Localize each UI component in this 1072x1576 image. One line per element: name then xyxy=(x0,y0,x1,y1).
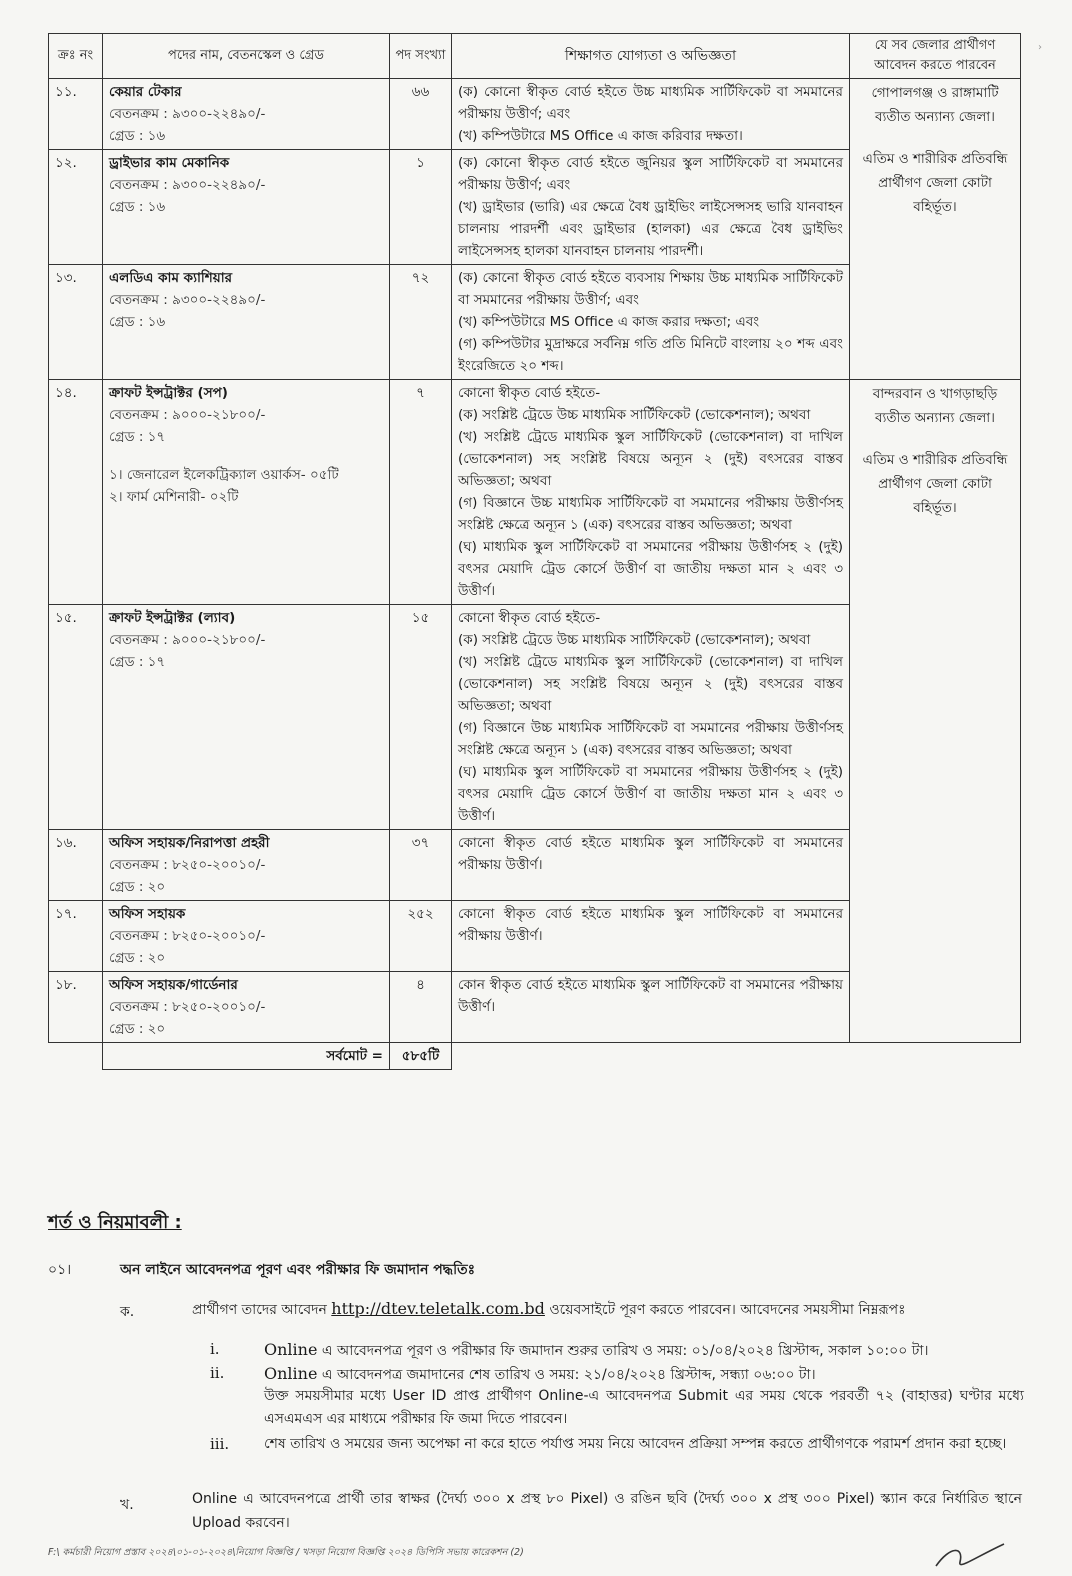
grade: গ্রেড : ২০ xyxy=(109,879,166,895)
item-ii-en: Online xyxy=(264,1364,318,1383)
ka-pre-text: প্রার্থীগণ তাদের আবেদন xyxy=(192,1302,327,1318)
header-qualification: শিক্ষাগত যোগ্যতা ও অভিজ্ঞতা xyxy=(452,34,850,79)
pay-scale: বেতনক্রম : ৮২৫০-২০০১০/- xyxy=(109,928,266,944)
item-ii-mark: ii. xyxy=(210,1364,225,1382)
qualification-cell xyxy=(452,380,850,605)
section-title: অন লাইনে আবেদনপত্র পূরণ এবং পরীক্ষার ফি জমাদান পদ্ধতিঃ xyxy=(120,1262,476,1278)
qualification-line: (ঘ) মাধ্যমিক স্কুল সার্টিফিকেট বা সমমানের পরীক্ষায় উত্তীর্ণসহ ২ (দুই) বৎসর মেয়াদি ট্রেড কোর্সে উত্তীর্ণ বা জাতীয় দক্ষতা মান ২ এবং ৩ উত্তীর্ণ। xyxy=(458,539,843,599)
post-count: ১৫ xyxy=(390,605,452,830)
table-row xyxy=(49,380,1021,605)
row-serial: ১৭. xyxy=(49,901,103,972)
pay-scale: বেতনক্রম : ৯৩০০-২২৪৯০/- xyxy=(109,106,266,122)
item-ka-mark: ক. xyxy=(120,1304,135,1320)
row-serial: ১৮. xyxy=(49,972,103,1043)
item-ii-text xyxy=(264,1362,1024,1387)
table-header-row xyxy=(49,34,1021,79)
post-name: ড্রাইভার কাম মেকানিক xyxy=(109,155,230,171)
post-name: অফিস সহায়ক xyxy=(109,906,186,922)
qualification-line: (গ) কম্পিউটার মুদ্রাক্ষরে সর্বনিম্ন গতি প্রতি মিনিটে বাংলায় ২০ শব্দ এবং ইংরেজিতে ২০ শব্দ। xyxy=(458,336,843,374)
post-name: কেয়ার টেকার xyxy=(109,84,182,100)
item-i-en: Online xyxy=(264,1340,318,1359)
district-rule: বান্দরবান ও খাগড়াছড়ি ব্যতীত অন্যান্য জেলা। xyxy=(872,386,998,426)
grade: গ্রেড : ২০ xyxy=(109,1021,166,1037)
total-label: সর্বমোট = xyxy=(103,1043,390,1070)
grade: গ্রেড : ১৭ xyxy=(109,429,166,445)
post-name: ক্রাফট ইন্সট্রাক্টর (ল্যাব) xyxy=(109,610,236,626)
item-ii-note: উক্ত সময়সীমার মধ্যে User ID প্রাপ্ত প্রার্থীগণ Online-এ আবেদনপত্র Submit এর সময় থেকে পরবর্তী ৭২ (বাহাত্তর) ঘণ্টার মধ্যে এসএমএস এর মাধ্যমে পরীক্ষার ফি জমা দিতে পারবেন। xyxy=(264,1388,1024,1427)
post-count: ৪ xyxy=(390,972,452,1043)
header-count: পদ সংখ্যা xyxy=(390,34,452,79)
pay-scale: বেতনক্রম : ৮২৫০-২০০১০/- xyxy=(109,999,266,1015)
row-serial: ১৩. xyxy=(49,265,103,380)
qualification-line: (খ) ড্রাইভার (ভারি) এর ক্ষেত্রে বৈধ ড্রাইভিং লাইসেন্সসহ ভারি যানবাহন চালনায় পারদর্শী এবং ড্রাইভার (হালকা) এর ক্ষেত্রে বৈধ ড্রাইভিং লাইসেন্সসহ হালকা যানবাহন চালনায় পারদর্শী। xyxy=(458,199,843,259)
grade: গ্রেড : ১৭ xyxy=(109,654,166,670)
row-serial: ১৫. xyxy=(49,605,103,830)
post-count: ২৫২ xyxy=(390,901,452,972)
total-blank xyxy=(49,1043,103,1070)
header-post: পদের নাম, বেতনস্কেল ও গ্রেড xyxy=(103,34,390,79)
corner-mark-icon: › xyxy=(1038,42,1042,53)
post-count: ৩৭ xyxy=(390,830,452,901)
item-ii-body: এ আবেদনপত্র জমাদানের শেষ তারিখ ও সময়: ২১/০৪/২০২৪ খ্রিস্টাব্দ, সন্ধ্যা ০৬:০০ টা। xyxy=(317,1367,816,1383)
qualification-line: কোনো স্বীকৃত বোর্ড হইতে- xyxy=(458,385,601,401)
item-iii-mark: iii. xyxy=(210,1435,230,1453)
qualification-cell xyxy=(452,79,850,150)
qualification-line: (ঘ) মাধ্যমিক স্কুল সার্টিফিকেট বা সমমানের পরীক্ষায় উত্তীর্ণসহ ২ (দুই) বৎসর মেয়াদি ট্রেড কোর্সে উত্তীর্ণ বা জাতীয় দক্ষতা মান ২ এবং ৩ উত্তীর্ণ। xyxy=(458,764,843,824)
grade: গ্রেড : ১৬ xyxy=(109,128,166,144)
qualification-cell xyxy=(452,150,850,265)
qualification-line: (খ) সংশ্লিষ্ট ট্রেডে মাধ্যমিক স্কুল সার্টিফিকেট (ভোকেশনাল) বা দাখিল (ভোকেশনাল) সহ সংশ্লিষ্ট বিষয়ে অন্যূন ২ (দুই) বৎসরের বাস্তব অভিজ্ঞতা; অথবা xyxy=(458,654,843,714)
post-name: এলডিএ কাম ক্যাশিয়ার xyxy=(109,270,233,286)
quota-note: এতিম ও শারীরিক প্রতিবন্ধি প্রার্থীগণ জেলা কোটা বহির্ভূত। xyxy=(862,452,1008,516)
pay-scale: বেতনক্রম : ৮২৫০-২০০১০/- xyxy=(109,857,266,873)
application-link[interactable]: http://dtev.teletalk.com.bd xyxy=(331,1299,545,1318)
header-district: যে সব জেলার প্রার্থীগণ আবেদন করতে পারবেন xyxy=(850,34,1021,79)
qualification-line: কোনো স্বীকৃত বোর্ড হইতে- xyxy=(458,610,601,626)
item-ka-text xyxy=(192,1298,1022,1321)
qualification-line: (খ) কম্পিউটারে MS Office এ কাজ করার দক্ষতা; এবং xyxy=(458,314,760,330)
row-post-cell xyxy=(103,972,390,1043)
rules-title: শর্ত ও নিয়মাবলী : xyxy=(48,1212,182,1233)
header-sl: ক্রঃ নং xyxy=(49,34,103,79)
qualification-line: (গ) বিজ্ঞানে উচ্চ মাধ্যমিক সার্টিফিকেট বা সমমানের পরীক্ষায় উত্তীর্ণসহ সংশ্লিষ্ট ক্ষেত্রে অন্যূন ১ (এক) বৎসরের বাস্তব অভিজ্ঞতা; অথবা xyxy=(458,720,843,758)
row-post-cell xyxy=(103,901,390,972)
row-serial: ১৬. xyxy=(49,830,103,901)
post-count: ৭২ xyxy=(390,265,452,380)
row-post-cell xyxy=(103,830,390,901)
section-number: ০১। xyxy=(48,1262,72,1278)
qualification-line: (গ) বিজ্ঞানে উচ্চ মাধ্যমিক সার্টিফিকেট বা সমমানের পরীক্ষায় উত্তীর্ণসহ সংশ্লিষ্ট ক্ষেত্রে অন্যূন ১ (এক) বৎসরের বাস্তব অভিজ্ঞতা; অথবা xyxy=(458,495,843,533)
post-name: অফিস সহায়ক/নিরাপত্তা প্রহরী xyxy=(109,835,270,851)
row-serial: ১২. xyxy=(49,150,103,265)
qualification-line: (খ) সংশ্লিষ্ট ট্রেডে মাধ্যমিক স্কুল সার্টিফিকেট (ভোকেশনাল) বা দাখিল (ভোকেশনাল) সহ সংশ্লিষ্ট বিষয়ে অন্যূন ২ (দুই) বৎসরের বাস্তব অভিজ্ঞতা; অথবা xyxy=(458,429,843,489)
eligible-districts xyxy=(850,79,1021,380)
total-value: ৫৮৫টি xyxy=(390,1043,452,1070)
post-name: ক্রাফট ইন্সট্রাক্টর (সপ) xyxy=(109,385,228,401)
pay-scale: বেতনক্রম : ৯৩০০-২২৪৯০/- xyxy=(109,292,266,308)
grade: গ্রেড : ২০ xyxy=(109,950,166,966)
qualification-cell xyxy=(452,901,850,972)
item-i-body: এ আবেদনপত্র পূরণ ও পরীক্ষার ফি জমাদান শুরুর তারিখ ও সময়: ০১/০৪/২০২৪ খ্রিস্টাব্দ, সকাল ১০:০০ টা। xyxy=(317,1343,929,1359)
post-count: ১ xyxy=(390,150,452,265)
pay-scale: বেতনক্রম : ৯০০০-২১৮০০/- xyxy=(109,632,266,648)
qualification-cell xyxy=(452,972,850,1043)
post-count: ৬৬ xyxy=(390,79,452,150)
item-i-text xyxy=(264,1338,1024,1363)
job-table xyxy=(48,33,1021,1070)
row-post-cell xyxy=(103,150,390,265)
row-post-cell xyxy=(103,265,390,380)
item-kha-mark: খ. xyxy=(120,1497,134,1513)
qualification-line: (ক) কোনো স্বীকৃত বোর্ড হইতে ব্যবসায় শিক্ষায় উচ্চ মাধ্যমিক সার্টিফিকেট বা সমমানের পরীক্ষায় উত্তীর্ণ; এবং xyxy=(458,270,843,308)
trade-item: ২। ফার্ম মেশিনারী- ০২টি xyxy=(109,489,239,505)
total-blank xyxy=(452,1043,1021,1070)
qualification-cell xyxy=(452,830,850,901)
qualification-cell xyxy=(452,265,850,380)
item-i-mark: i. xyxy=(210,1340,220,1358)
eligible-districts xyxy=(850,380,1021,1043)
qualification-line: কোন স্বীকৃত বোর্ড হইতে মাধ্যমিক স্কুল সার্টিফিকেট বা সমমানের পরীক্ষায় উত্তীর্ণ। xyxy=(458,977,843,1015)
footer-path: F:\ কর্মচারী নিয়োগ প্রস্তাব ২০২৪\০১-০১-২০২৪\নিয়োগ বিজ্ঞপ্তি / খসড়া নিয়োগ বিজ্ঞপ্তি ২০২৪ ডিপিসি সভায় কারেকশন (2) xyxy=(48,1547,524,1558)
row-serial: ১৪. xyxy=(49,380,103,605)
qualification-line: (ক) সংশ্লিষ্ট ট্রেডে উচ্চ মাধ্যমিক সার্টিফিকেট (ভোকেশনাল); অথবা xyxy=(458,407,811,423)
total-row xyxy=(49,1043,1021,1070)
signature-mark xyxy=(930,1540,1010,1574)
district-spacer xyxy=(856,430,1014,448)
grade: গ্রেড : ১৬ xyxy=(109,199,166,215)
pay-scale: বেতনক্রম : ৯৩০০-২২৪৯০/- xyxy=(109,177,266,193)
trade-item: ১। জেনারেল ইলেকট্রিক্যাল ওয়ার্কস- ০৫টি xyxy=(109,467,339,483)
item-iii-text: শেষ তারিখ ও সময়ের জন্য অপেক্ষা না করে হাতে পর্যাপ্ত সময় নিয়ে আবেদন প্রক্রিয়া সম্পন্ন করতে প্রার্থীগণকে পরামর্শ প্রদান করা হচ্ছে। xyxy=(264,1436,1007,1452)
qualification-line: (খ) কম্পিউটারে MS Office এ কাজ করিবার দক্ষতা। xyxy=(458,128,743,144)
post-name: অফিস সহায়ক/গার্ডেনার xyxy=(109,977,238,993)
row-serial: ১১. xyxy=(49,79,103,150)
pay-scale: বেতনক্রম : ৯০০০-২১৮০০/- xyxy=(109,407,266,423)
qualification-line: কোনো স্বীকৃত বোর্ড হইতে মাধ্যমিক স্কুল সার্টিফিকেট বা সমমানের পরীক্ষায় উত্তীর্ণ। xyxy=(458,835,843,873)
table-row xyxy=(49,79,1021,150)
ka-post-text: ওয়েবসাইটে পূরণ করতে পারবেন। আবেদনের সময়সীমা নিম্নরূপঃ xyxy=(549,1302,906,1318)
district-spacer xyxy=(856,129,1014,147)
district-rule: গোপালগঞ্জ ও রাঙ্গামাটি ব্যতীত অন্যান্য জেলা। xyxy=(871,85,999,125)
row-post-cell xyxy=(103,380,390,605)
post-count: ৭ xyxy=(390,380,452,605)
item-kha-text: Online এ আবেদনপত্রে প্রার্থী তার স্বাক্ষর (দৈর্ঘ্য ৩০০ x প্রস্থ ৮০ Pixel) ও রঙিন ছবি (দৈর্ঘ্য ৩০০ x প্রস্থ ৩০০ Pixel) স্ক্যান করে নির্ধারিত স্থানে Upload করবেন। xyxy=(192,1491,1022,1531)
quota-note: এতিম ও শারীরিক প্রতিবন্ধি প্রার্থীগণ জেলা কোটা বহির্ভূত। xyxy=(862,151,1008,215)
qualification-line: (ক) কোনো স্বীকৃত বোর্ড হইতে জুনিয়র স্কুল সার্টিফিকেট বা সমমানের পরীক্ষায় উত্তীর্ণ; এবং xyxy=(458,155,843,193)
trade-list xyxy=(109,464,383,508)
qualification-line: (ক) কোনো স্বীকৃত বোর্ড হইতে উচ্চ মাধ্যমিক সার্টিফিকেট বা সমমানের পরীক্ষায় উত্তীর্ণ; এবং xyxy=(458,84,843,122)
row-post-cell xyxy=(103,79,390,150)
qualification-cell xyxy=(452,605,850,830)
grade: গ্রেড : ১৬ xyxy=(109,314,166,330)
qualification-line: (ক) সংশ্লিষ্ট ট্রেডে উচ্চ মাধ্যমিক সার্টিফিকেট (ভোকেশনাল); অথবা xyxy=(458,632,811,648)
row-post-cell xyxy=(103,605,390,830)
qualification-line: কোনো স্বীকৃত বোর্ড হইতে মাধ্যমিক স্কুল সার্টিফিকেট বা সমমানের পরীক্ষায় উত্তীর্ণ। xyxy=(458,906,843,944)
